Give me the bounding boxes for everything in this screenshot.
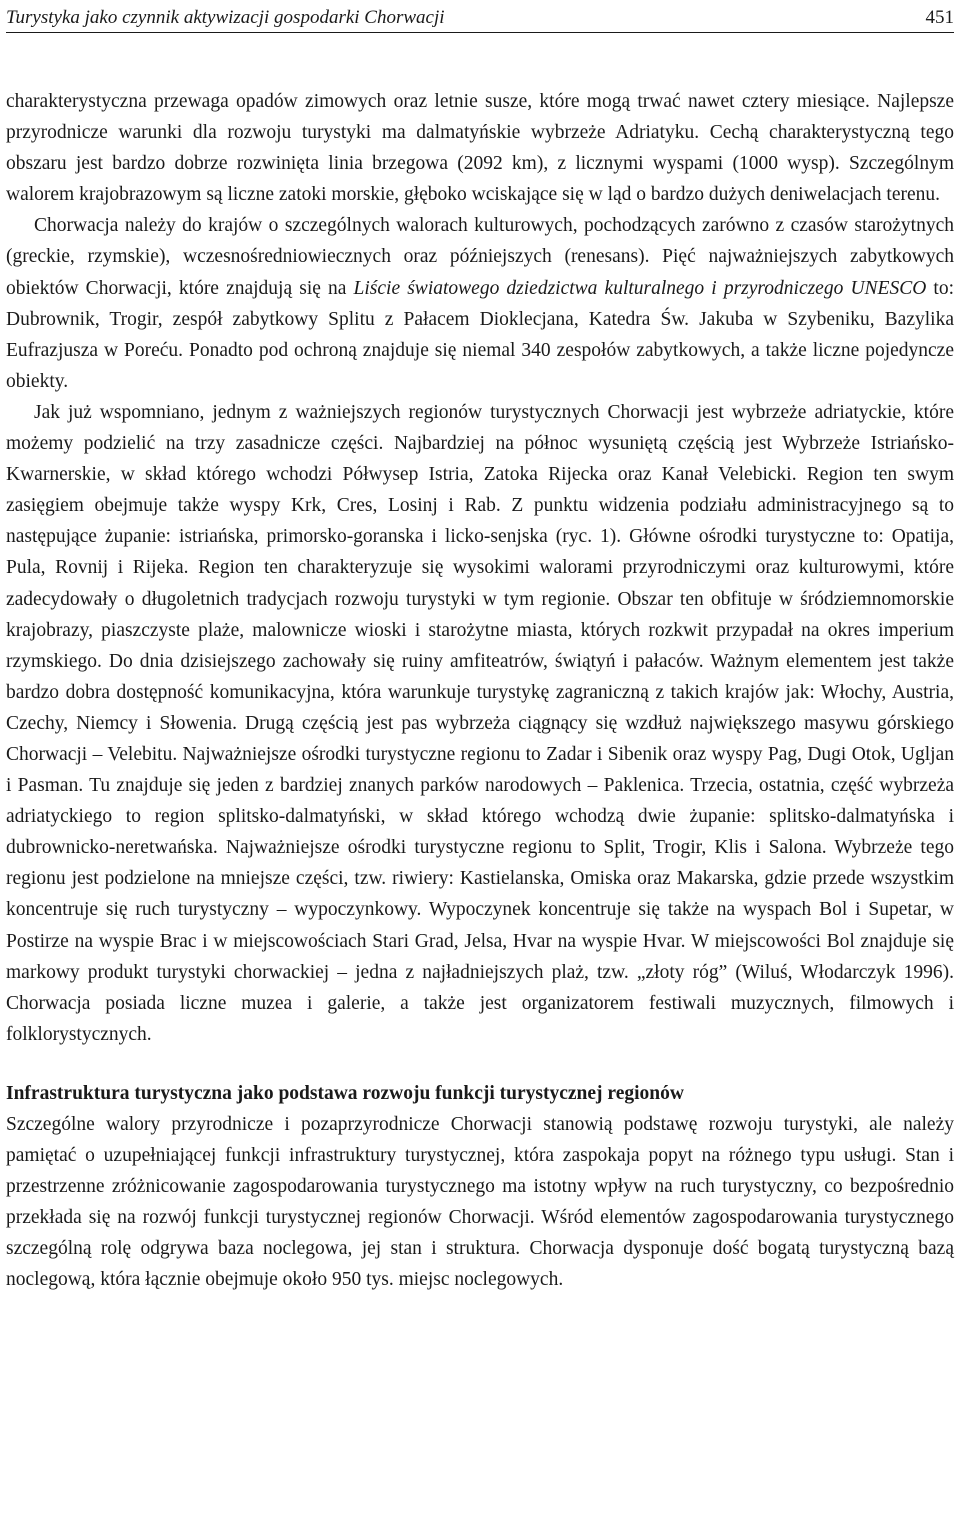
paragraph-4: Szczególne walory przyrodnicze i pozaprzyrodnicze Chorwacji stanowią podstawę rozwoju turystyki, ale należy pamiętać o uzupełniającej funkcji infrastruktury turystycznej, która zaspokaja popyt na różnego typu usługi. Stan i przestrzenne zróżnicowanie zagospodarowania turystycznego ma istotny wpływ na ruch turystyczny, co bezpośrednio przekłada się na rozwój funkcji turystycznej regionów Chorwacji. Wśród elementów zagospodarowania turystycznego szczególną rolę odgrywa baza noclegowa, jej stan i struktura. Chorwacja dysponuje dość bogatą turystyczną bazą noclegową, która łącznie obejmuje około 950 tys. miejsc noclegowych. <box>6 1114 954 1291</box>
unesco-list-title: Liście światowego dziedzictwa kulturalnego i przyrodniczego UNESCO <box>353 277 927 299</box>
page-number: 451 <box>925 7 954 28</box>
header-rule <box>6 32 954 33</box>
paragraph-3: Jak już wspomniano, jednym z ważniejszych regionów turystycznych Chorwacji jest wybrzeże adriatyckie, które możemy podzielić na trzy zasadnicze części. Najbardziej na północ wysuniętą częścią jest Wybrzeże Istriańsko-Kwarnerskie, w skład którego wchodzi Półwysep Istria, Zatoka Rijecka oraz Kanał Velebicki. Region ten swym zasięgiem obejmuje także wyspy Krk, Cres, Losinj i Rab. Z punktu widzenia podziału administracyjnego są to następujące żupanie: istriańska, primorsko-goranska i licko-senjska (ryc. 1). Główne ośrodki turystyczne to: Opatija, Pula, Rovnij i Rijeka. Region ten charakteryzuje się wysokimi walorami przyrodniczymi oraz kulturowymi, które zadecydowały o długoletnich tradycjach rozwoju turystyki w tym regionie. Obszar ten obfituje w śródziemnomorskie krajobrazy, piaszczyste plaże, malownicze wioski i starożytne miasta, których rozkwit przypadał na okres imperium rzymskiego. Do dnia dzisiejszego zachowały się ruiny amfiteatrów, świątyń i pałaców. Ważnym elementem jest także bardzo dobra dostępność komunikacyjna, która warunkuje turystykę zagraniczną z takich krajów jak: Włochy, Austria, Czechy, Niemcy i Słowenia. Drugą częścią jest pas wybrzeża ciągnący się wzdłuż największego masywu górskiego Chorwacji – Velebitu. Najważniejsze ośrodki turystyczne regionu to Zadar i Sibenik oraz wyspy Pag, Dugi Otok, Ugljan i Pasman. Tu znajduje się jeden z bardziej znanych parków narodowych – Paklenica. Trzecia, ostatnia, część wybrzeża adriatyckiego to region splitsko-dalmatyński, w skład którego wchodzą dwie żupanie: splitsko-dalmatyńska i dubrownicko-neretwańska. Najważniejsze ośrodki turystyczne regionu to Split, Trogir, Klis i Salona. Wybrzeże tego regionu jest podzielone na mniejsze części, tzw. riwiery: Kastielanska, Omiska oraz Makarska, gdzie przede wszystkim koncentruje się ruch turystyczny – wypoczynkowy. Wypoczynek koncentruje się także na wyspach Bol i Supetar, w Postirze na wyspie Brac i w miejscowościach Stari Grad, Jelsa, Hvar na wyspie Hvar. W miejscowości Bol znajduje się markowy produkt turystyki chorwackiej – jedna z najładniejszych plaż, tzw. „złoty róg” (Wiluś, Włodarczyk 1996). Chorwacja posiada liczne muzea i galerie, a także jest organizatorem festiwali muzycznych, filmowych i folklorystycznych. <box>6 401 954 1045</box>
paragraph-2 <box>6 210 954 397</box>
running-header <box>6 2 954 30</box>
paragraph-2-start: Chorwacja należy do krajów o szczególnych walorach kulturowych, pochodzących zarówno z czasów starożytnych (greckie, rzymskie), wczesnośredniowiecznych oraz późniejszych (renesans). Pięć najważniejszych zabytkowych obiektów Chorwacji, które znajdują się na <box>6 215 954 299</box>
running-title: Turystyka jako czynnik aktywizacji gospodarki Chorwacji <box>6 7 445 28</box>
paragraph-2-end: to: Dubrownik, Trogir, zespół zabytkowy Splitu z Pałacem Dioklecjana, Katedra Św. Jakuba w Szybeniku, Bazylika Eufrazjusza w Poreću. Ponadto pod ochroną znajduje się niemal 340 zespołów zabytkowych, a także liczne pojedyncze obiekty. <box>6 277 954 392</box>
section-heading: Infrastruktura turystyczna jako podstawa rozwoju funkcji turystycznej regionów <box>6 1082 684 1104</box>
body-text <box>6 86 954 1296</box>
paragraph-1: charakterystyczna przewaga opadów zimowych oraz letnie susze, które mogą trwać nawet cztery miesiące. Najlepsze przyrodnicze warunki dla rozwoju turystyki ma dalmatyńskie wybrzeże Adriatyku. Cechą charakterystyczną tego obszaru jest bardzo dobrze rozwinięta linia brzegowa (2092 km), z licznymi wyspami (1000 wysp). Szczególnym walorem krajobrazowym są liczne zatoki morskie, głęboko wciskające się w ląd o bardzo dużych deniwelacjach terenu. <box>6 91 954 206</box>
